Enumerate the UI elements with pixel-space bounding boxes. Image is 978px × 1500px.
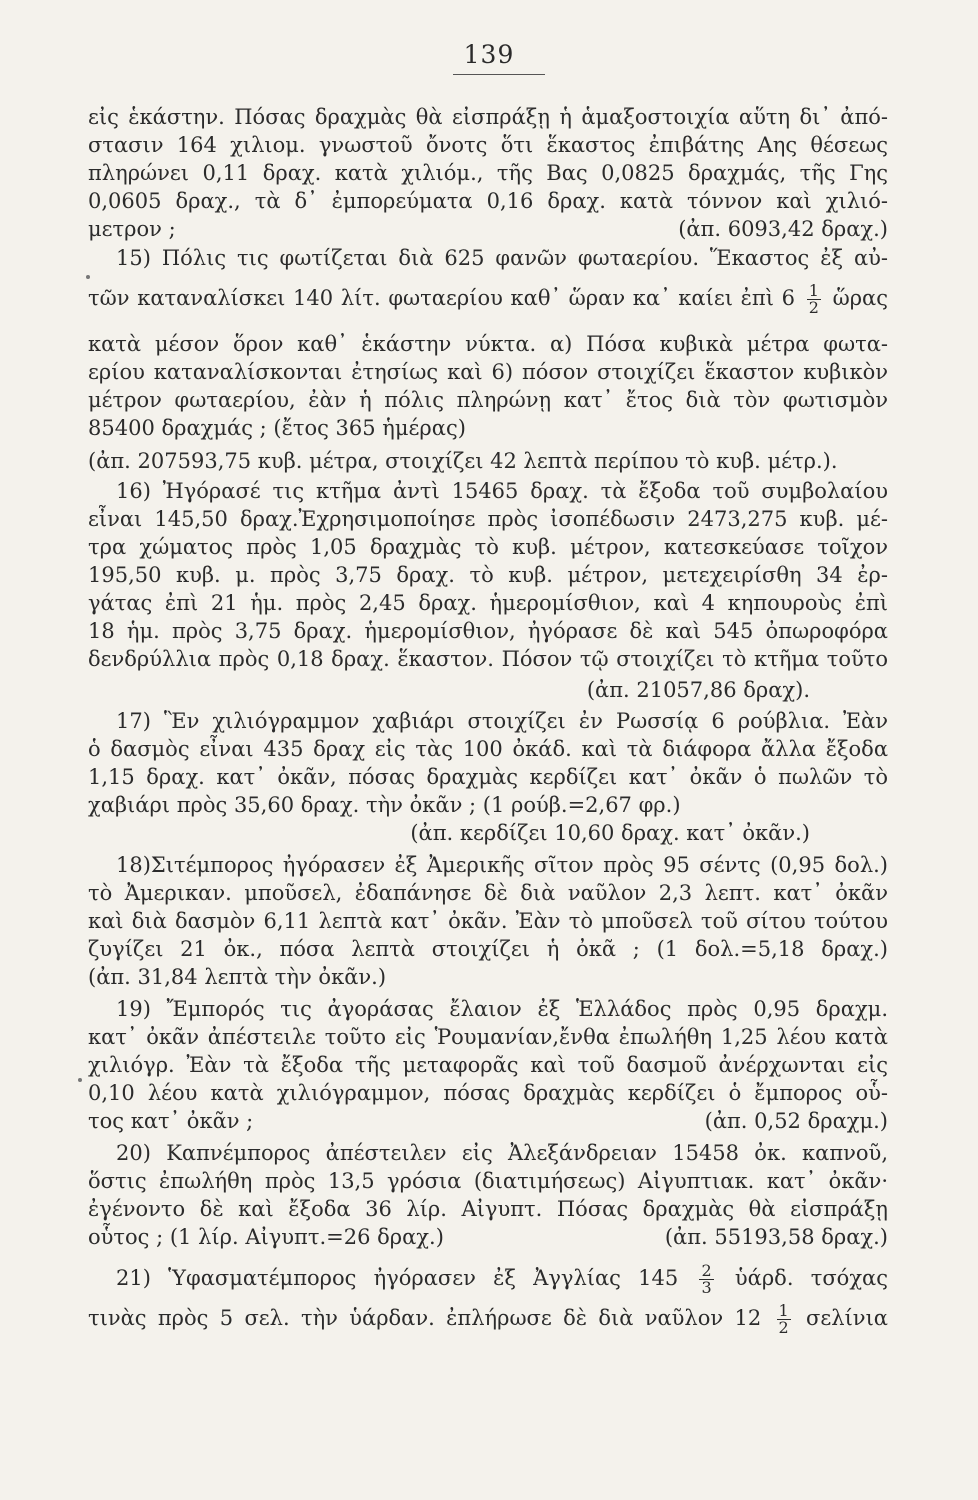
text-line: [116, 1263, 888, 1296]
fraction-denominator: 2: [808, 298, 819, 316]
text-line: [88, 735, 888, 763]
fraction-numerator: 1: [778, 1303, 789, 1320]
line-text: 19) Ἔμπορός τις ἀγοράσας ἔλαιον ἐξ Ἑλλάδος πρὸς 0,95 δραχμ.: [116, 997, 888, 1021]
line-text: στασιν 164 χιλιομ. γνωστοῦ ὄνοτς ὅτι ἕκαστος ἐπιβάτης Αης θέσεως: [88, 133, 888, 157]
line-text: κατ᾽ ὀκᾶν ἀπέστειλε τοῦτο εἰς Ῥουμανίαν,ἔνθα ἐπωλήθη 1,25 λέου κατὰ: [88, 1025, 888, 1049]
text-line: [88, 935, 888, 963]
line-text: 195,50 κυβ. μ. πρὸς 3,75 δραχ. τὸ κυβ. μέτρον, μετεχειρίσθη 34 ἐρ-: [88, 563, 888, 587]
text-line: [88, 215, 888, 243]
text-line: [88, 819, 810, 847]
line-text: 1,15 δραχ. κατ᾽ ὀκᾶν, πόσας δραχμὰς κερδίζει κατ᾽ ὀκᾶν ὁ πωλῶν τὸ: [88, 765, 888, 789]
line-text: (ἀπ. 207593,75 κυβ. μέτρα, στοιχίζει 42 λεπτὰ περίπου τὸ κυβ. μέτρ.).: [88, 449, 838, 473]
line-text: 15) Πόλις τις φωτίζεται διὰ 625 φανῶν φωταερίου. Ἕκαστος ἐξ αὐ-: [116, 246, 888, 270]
text-line: [88, 1107, 888, 1135]
line-text: δενδρύλλια πρὸς 0,18 δραχ. ἕκαστον. Πόσον τῷ στοιχίζει τὸ κτῆμα τοῦτο: [88, 647, 888, 671]
line-text: τρα χώματος πρὸς 1,05 δραχμὰς τὸ κυβ. μέτρον, κατεσκεύασε τοῖχον: [88, 535, 888, 559]
line-text: οὗτος ; (1 λίρ. Αἰγυπτ.=26 δραχ.): [88, 1225, 444, 1249]
text-line: [88, 386, 888, 414]
text-line: [88, 617, 888, 645]
text-line: [116, 1139, 888, 1167]
line-text: μετρον ;: [88, 217, 176, 241]
text-line: [88, 103, 888, 131]
fraction: [777, 1303, 791, 1336]
fraction: [807, 283, 821, 316]
text-line: [116, 995, 888, 1023]
line-text: τῶν καταναλίσκει 140 λίτ. φωταερίου καθ᾽ ὥραν κα᾽ καίει ἐπὶ 6: [88, 286, 795, 310]
line-text: ὅστις ἐπωλήθη πρὸς 13,5 γρόσια (διατιμήσεως) Αἰγυπτιακ. κατ᾽ ὀκᾶν·: [88, 1169, 888, 1193]
line-text: 16) Ἠγόρασέ τις κτῆμα ἀντὶ 15465 δραχ. τὰ ἔξοδα τοῦ συμβολαίου: [116, 479, 888, 503]
line-text: εἶναι 145,50 δραχ.Ἐχρησιμοποίησε πρὸς ἰσοπέδωσιν 2473,275 κυβ. μέ-: [88, 507, 888, 531]
line-text: 0,0605 δραχ., τὰ δ᾽ ἐμπορεύματα 0,16 δραχ. κατὰ τόννον καὶ χιλιό-: [88, 189, 888, 213]
line-text: τινὰς πρὸς 5 σελ. τὴν ὑάρδαν. ἐπλήρωσε δὲ διὰ ναῦλον 12: [88, 1306, 762, 1330]
margin-dot: [86, 275, 90, 279]
line-text: 21) Ὑφασματέμπορος ἠγόρασεν ἐξ Ἀγγλίας 145: [116, 1266, 679, 1290]
text-line: [88, 1079, 888, 1107]
line-text: (ἀπ. 21057,86 δραχ).: [586, 678, 810, 702]
text-line: [88, 447, 888, 475]
line-text-after: ὥρας: [832, 286, 888, 310]
margin-dot: [78, 1078, 82, 1082]
text-line: [88, 645, 888, 673]
line-text: 0,10 λέου κατὰ χιλιόγραμμον, πόσας δραχμὰς κερδίζει ὁ ἔμπορος οὗ-: [88, 1081, 888, 1105]
line-text: γάτας ἐπὶ 21 ἡμ. πρὸς 2,45 δραχ. ἡμερομίσθιον, καὶ 4 κηπουροὺς ἐπὶ: [88, 591, 888, 615]
answer-text: (ἀπ. 0,52 δραχμ.): [704, 1109, 888, 1133]
line-text: χαβιάρι πρὸς 35,60 δραχ. τὴν ὀκᾶν ; (1 ρούβ.=2,67 φρ.): [88, 793, 681, 817]
text-line: [88, 159, 888, 187]
line-text: 20) Καπνέμπορος ἀπέστειλεν εἰς Ἀλεξάνδρειαν 15458 ὀκ. καπνοῦ,: [116, 1141, 888, 1165]
line-text: (ἀπ. κερδίζει 10,60 δραχ. κατ᾽ ὀκᾶν.): [410, 821, 810, 845]
text-line: [88, 589, 888, 617]
text-line: [116, 477, 888, 505]
text-line: [88, 561, 888, 589]
page-number: 139: [463, 40, 515, 69]
line-text: κατὰ μέσον ὅρον καθ᾽ ἑκάστην νύκτα. α) Πόσα κυβικὰ μέτρα φωτα-: [88, 332, 888, 356]
line-text: 18 ἡμ. πρὸς 3,75 δραχ. ἡμερομίσθιον, ἠγόρασε δὲ καὶ 545 ὀπωροφόρα: [88, 619, 888, 643]
text-line: [88, 533, 888, 561]
line-text: καὶ διὰ δασμὸν 6,11 λεπτὰ κατ᾽ ὀκᾶν. Ἐὰν τὸ μποῦσελ τοῦ σίτου τούτου: [88, 909, 888, 933]
line-text: χιλιόγρ. Ἐὰν τὰ ἔξοδα τῆς μεταφορᾶς καὶ τοῦ δασμοῦ ἀνέρχωνται εἰς: [88, 1053, 888, 1077]
line-text: 17) Ἓν χιλιόγραμμον χαβιάρι στοιχίζει ἐν Ρωσσίᾳ 6 ρούβλια. Ἐὰν: [116, 709, 888, 733]
line-text: ἐγένοντο δὲ καὶ ἔξοδα 36 λίρ. Αἰγυπτ. Πόσας δραχμὰς θὰ εἰσπράξῃ: [88, 1197, 888, 1221]
fraction-denominator: 2: [778, 1318, 789, 1336]
text-line: [88, 791, 888, 819]
text-line: [88, 1023, 888, 1051]
fraction-numerator: 1: [808, 283, 819, 300]
text-line: [88, 414, 888, 442]
fraction: [699, 1263, 713, 1296]
text-line: [88, 963, 888, 991]
line-text: 85400 δραχμάς ; (ἔτος 365 ἡμέρας): [88, 416, 466, 440]
line-text-after: ὑάρδ. τσόχας: [734, 1266, 888, 1290]
text-line: [88, 330, 888, 358]
text-line: [88, 676, 810, 704]
text-line: [88, 187, 888, 215]
text-line: [88, 907, 888, 935]
fraction-numerator: 2: [701, 1263, 712, 1280]
line-text: ερίου καταναλίσκονται ἐτησίως καὶ 6) πόσον στοιχίζει ἕκαστον κυβικὸν: [88, 360, 888, 384]
text-line: [116, 851, 888, 879]
fraction-denominator: 3: [701, 1278, 712, 1296]
text-line: [116, 244, 888, 272]
text-line: [88, 1051, 888, 1079]
text-line: [88, 763, 888, 791]
line-text: μέτρον φωταερίου, ἐὰν ἡ πόλις πληρώνῃ κατ᾽ ἔτος διὰ τὸν φωτισμὸν: [88, 388, 888, 412]
text-line: [88, 1195, 888, 1223]
text-line: [88, 879, 888, 907]
line-text: (ἀπ. 31,84 λεπτὰ τὴν ὀκᾶν.): [88, 965, 387, 989]
line-text: τὸ Ἀμερικαν. μποῦσελ, ἐδαπάνησε δὲ διὰ ναῦλον 2,3 λεπτ. κατ᾽ ὀκᾶν: [88, 881, 888, 905]
text-line: [88, 131, 888, 159]
text-line: [88, 283, 888, 316]
line-text-after: σελίνια: [806, 1306, 888, 1330]
text-line: [88, 505, 888, 533]
text-line: [88, 358, 888, 386]
text-line: [88, 1303, 888, 1336]
text-line: [88, 1167, 888, 1195]
answer-text: (ἀπ. 6093,42 δραχ.): [678, 217, 888, 241]
line-text: πληρώνει 0,11 δραχ. κατὰ χιλιόμ., τῆς Βας 0,0825 δραχμάς, τῆς Γης: [88, 161, 888, 185]
line-text: ὁ δασμὸς εἶναι 435 δραχ εἰς τὰς 100 ὀκάδ. καὶ τὰ διάφορα ἄλλα ἔξοδα: [88, 737, 888, 761]
line-text: ζυγίζει 21 ὀκ., πόσα λεπτὰ στοιχίζει ἡ ὀκᾶ ; (1 δολ.=5,18 δραχ.): [88, 937, 888, 961]
line-text: εἰς ἑκάστην. Πόσας δραχμὰς θὰ εἰσπράξῃ ἡ ἁμαξοστοιχία αὕτη δι᾽ ἀπό-: [88, 105, 888, 129]
answer-text: (ἀπ. 55193,58 δραχ.): [664, 1225, 888, 1249]
text-line: [88, 1223, 888, 1251]
text-line: [116, 707, 888, 735]
line-text: 18)Σιτέμπορος ἠγόρασεν ἐξ Ἀμερικῆς σῖτον πρὸς 95 σέντς (0,95 δολ.): [116, 853, 888, 877]
line-text: τος κατ᾽ ὀκᾶν ;: [88, 1109, 254, 1133]
